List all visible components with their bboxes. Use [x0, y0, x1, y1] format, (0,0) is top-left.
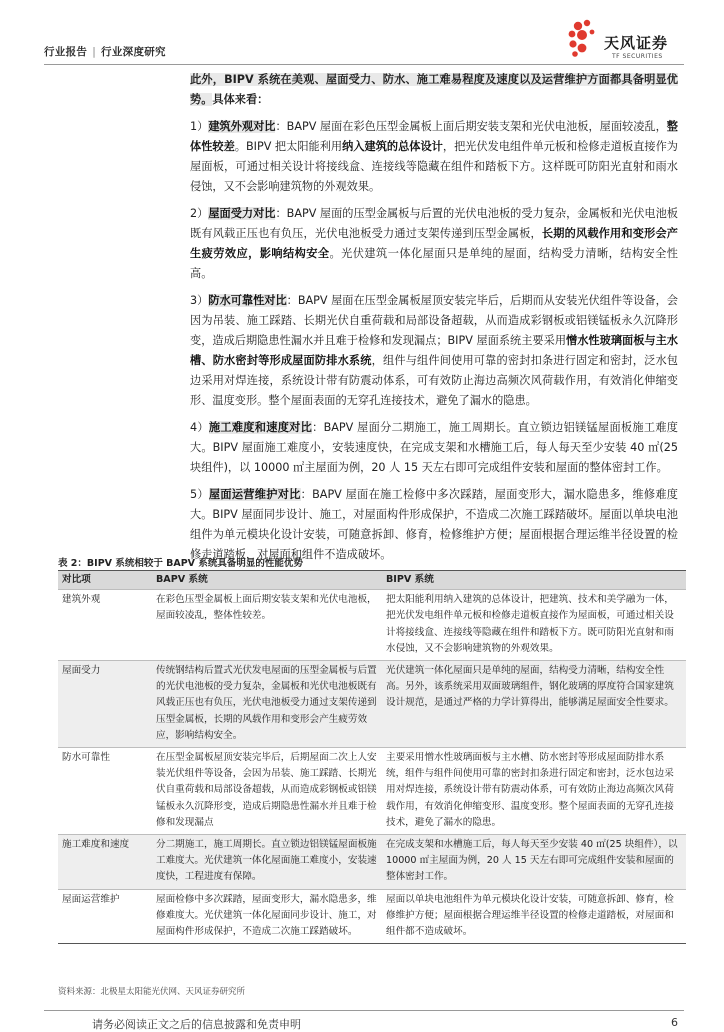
- table-caption: 表 2：BIPV 系统相较于 BAPV 系统具备明显的性能优势: [58, 558, 303, 569]
- row-item: 屋面运营维护: [58, 889, 152, 944]
- table-row: [58, 835, 686, 890]
- point-title: 屋面运营维护对比: [208, 488, 301, 501]
- header-bapv: BAPV 系统: [152, 571, 382, 590]
- point-text: ，把光伏发电组件单元板和检修走道板直接作为屋面板，可通过相关设计将接线盒、连接线等隐藏在组件和踏板下方。这样既可防阳光直射和雨水侵蚀，又不会影响建筑物的外观效果。: [190, 140, 678, 193]
- header-item: 对比项: [58, 571, 152, 590]
- main-body-text: [190, 70, 678, 572]
- row-item: 屋面受力: [58, 661, 152, 748]
- logo-chinese-text: 天风证券: [604, 34, 669, 52]
- point-title: 施工难度和速度对比: [208, 421, 313, 434]
- point-title: 屋面受力对比: [208, 207, 276, 220]
- table-row: [58, 590, 686, 661]
- point-text: ：BAPV 屋面的压型金属板与后置的光伏电池板的受力复杂，金属板和光伏电池板既有风载正压也有负压，光伏电池板受力通过支架传递到压型金属板，: [190, 207, 678, 240]
- row-bipv: 在完成支架和水槽施工后，每人每天至少安装 40 ㎡(25 块组件），以 10000 ㎡主屋面为例，20 人 15 天左右即可完成组件安装和屋面的整体密封工作。: [382, 835, 686, 890]
- table-row: [58, 661, 686, 748]
- logo-english-text: TF SECURITIES: [612, 53, 663, 60]
- report-category: [44, 44, 166, 59]
- point-roof-load: [190, 204, 678, 284]
- row-bipv: 主要采用憎水性玻璃面板与主水槽、防水密封等形成屋面防排水系统，组件与组件间使用可靠的密封扣条进行固定和密封，泛水包边采用对焊连接，系统设计带有防震动体系，可有效防止海边高频次风荷载作用，有效消化伸缩变形、温度变形。整个屋面表面的无穿孔连接技术，避免了漏水的隐患。: [382, 748, 686, 835]
- footer-divider: [44, 1010, 684, 1011]
- point-text: ：BAPV 屋面在施工检修中多次踩踏，屋面变形大，漏水隐患多，维修难度大。BIPV 屋面同步设计、施工，对屋面构件形成保护，不造成二次施工踩踏破坏。屋面以单块电池组件为单元模块化设计安装，可随意拆卸、修育，检修维护方便；屋面根据合理运维半径设置的检修走道踏板，对屋面和组件不造成破坏。: [190, 488, 678, 561]
- row-item: 建筑外观: [58, 590, 152, 661]
- point-title: 建筑外观对比: [208, 120, 276, 133]
- row-bipv: 光伏建筑一体化屋面只是单纯的屋面，结构受力清晰，结构安全性高。另外，该系统采用双面玻璃组件，钢化玻璃的厚度符合国家建筑设计规范，是通过严格的力学计算得出，能够满足屋面安全性要求。: [382, 661, 686, 748]
- data-source: 资料来源：北极星太阳能光伏网、天风证券研究所: [58, 987, 246, 997]
- logo-flower-icon: [568, 18, 604, 64]
- point-construction: [190, 418, 678, 478]
- point-text: ：BAPV 屋面在彩色压型金属板上面后期安装支架和光伏电池板，屋面较凌乱，: [275, 120, 667, 133]
- row-item: 施工难度和速度: [58, 835, 152, 890]
- point-waterproof: [190, 291, 678, 411]
- point-maintenance: [190, 485, 678, 565]
- point-number: 1）: [190, 120, 209, 133]
- point-number: 3）: [190, 294, 209, 307]
- row-bipv: 屋面以单块电池组件为单元模块化设计安装，可随意拆卸、修育，检修维护方便；屋面根据合理运维半径设置的检修走道踏板，对屋面和组件都不造成破坏。: [382, 889, 686, 944]
- point-number: 5）: [190, 488, 209, 501]
- intro-highlight: 此外，BIPV 系统在美观、屋面受力、防水、施工难易程度及速度以及运营维护方面都具备明显优势。: [190, 73, 678, 106]
- row-bapv: 屋面检修中多次踩踏，屋面变形大，漏水隐患多，维修难度大。光伏建筑一体化屋面同步设计、施工，对屋面构件形成保护，不造成二次施工踩踏破坏。: [152, 889, 382, 944]
- point-text: 。光伏建筑一体化屋面只是单纯的屋面，结构受力清晰，结构安全性高。: [190, 247, 678, 280]
- point-number: 2）: [190, 207, 209, 220]
- point-text: ，组件与组件间使用可靠的密封扣条进行固定和密封，泛水包边采用对焊连接，系统设计带有防震动体系，可有效防止海边高频次风荷载作用，有效消化伸缩变形、温度变形。整个屋面表面的无穿孔连接技术，避免了漏水的隐患。: [190, 354, 678, 407]
- row-bapv: 分二期施工，施工周期长。直立锁边铝镁锰屋面板施工难度大。光伏建筑一体化屋面施工难度小，安装速度快，工程进度有保障。: [152, 835, 382, 890]
- point-text: ：BAPV 屋面在压型金属板屋顶安装完毕后，后期而从安装光伏组件等设备，会因为吊装、施工踩踏、长期光伏自重荷载和局部设备超载，从而造成彩钢板或铝镁锰板永久沉降形变，造成后期隐患性漏水并且难于检修和发现漏点；BIPV 屋面系统主要采用: [190, 294, 678, 347]
- table-row: [58, 748, 686, 835]
- point-bold: 纳入建筑的总体设计: [342, 140, 443, 153]
- row-bapv: 传统钢结构后置式光伏发电屋面的压型金属板与后置的光伏电池板的受力复杂，金属板和光伏电池板既有风载正压也有负压，光伏电池板受力通过支架传递到压型金属板，长期的风载作用和变形会产生疲劳效应，影响结构安全。: [152, 661, 382, 748]
- row-bipv: 把太阳能利用纳入建筑的总体设计，把建筑、技术和美学融为一体，把光伏发电组件单元板和检修走道板直接作为屋面板，可通过相关设计将接线盒、连接线等隐藏在组件和踏板下方。既可防阳光直射和雨水侵蚀，又不会影响建筑物的外观效果。: [382, 590, 686, 661]
- tf-securities-logo: [568, 18, 688, 68]
- page-number: 6: [671, 1016, 678, 1029]
- comparison-table: [58, 570, 686, 944]
- row-item: 防水可靠性: [58, 748, 152, 835]
- point-bold: 整体性较差: [190, 120, 678, 153]
- point-number: 4）: [190, 421, 209, 434]
- point-title: 防水可靠性对比: [208, 294, 287, 307]
- point-bold: 憎水性玻璃面板与主水槽、防水密封等形成屋面防排水系统: [190, 334, 678, 367]
- point-text: 。BIPV 把太阳能利用: [234, 140, 343, 153]
- row-bapv: 在压型金属板屋顶安装完毕后，后期屋面二次上人安装光伏组件等设备，会因为吊装、施工踩踏、长期光伏自重荷载和局部设备超载，从而造成彩钢板或铝镁锰板永久沉降形变，造成后期隐患性漏水并且难于检修和发现漏点: [152, 748, 382, 835]
- category-separator: |: [92, 46, 97, 58]
- point-appearance: [190, 117, 678, 197]
- intro-tail: 具体来看：: [212, 93, 269, 106]
- point-bold: 长期的风载作用和变形会产生疲劳效应，影响结构安全: [190, 227, 678, 260]
- table-header-row: [58, 571, 686, 590]
- subcategory-label: 行业深度研究: [101, 46, 166, 58]
- point-text: ：BAPV 屋面分二期施工，施工周期长。直立锁边铝镁锰屋面板施工难度大。BIPV 屋面施工难度小，安装速度快，在完成支架和水槽施工后，每人每天至少安装 40 ㎡(25 块组件)，以 10000 ㎡主屋面为例，20 人 15 天左右即可完成组件安装和屋面的整体密封工作。: [190, 421, 678, 474]
- header-bipv: BIPV 系统: [382, 571, 686, 590]
- table-row: [58, 889, 686, 944]
- row-bapv: 在彩色压型金属板上面后期安装支架和光伏电池板，屋面较凌乱，整体性较差。: [152, 590, 382, 661]
- disclaimer-note: 请务必阅读正文之后的信息披露和免责申明: [92, 1018, 301, 1031]
- category-label: 行业报告: [44, 46, 88, 58]
- intro-paragraph: [190, 70, 678, 110]
- header-divider: [44, 64, 684, 65]
